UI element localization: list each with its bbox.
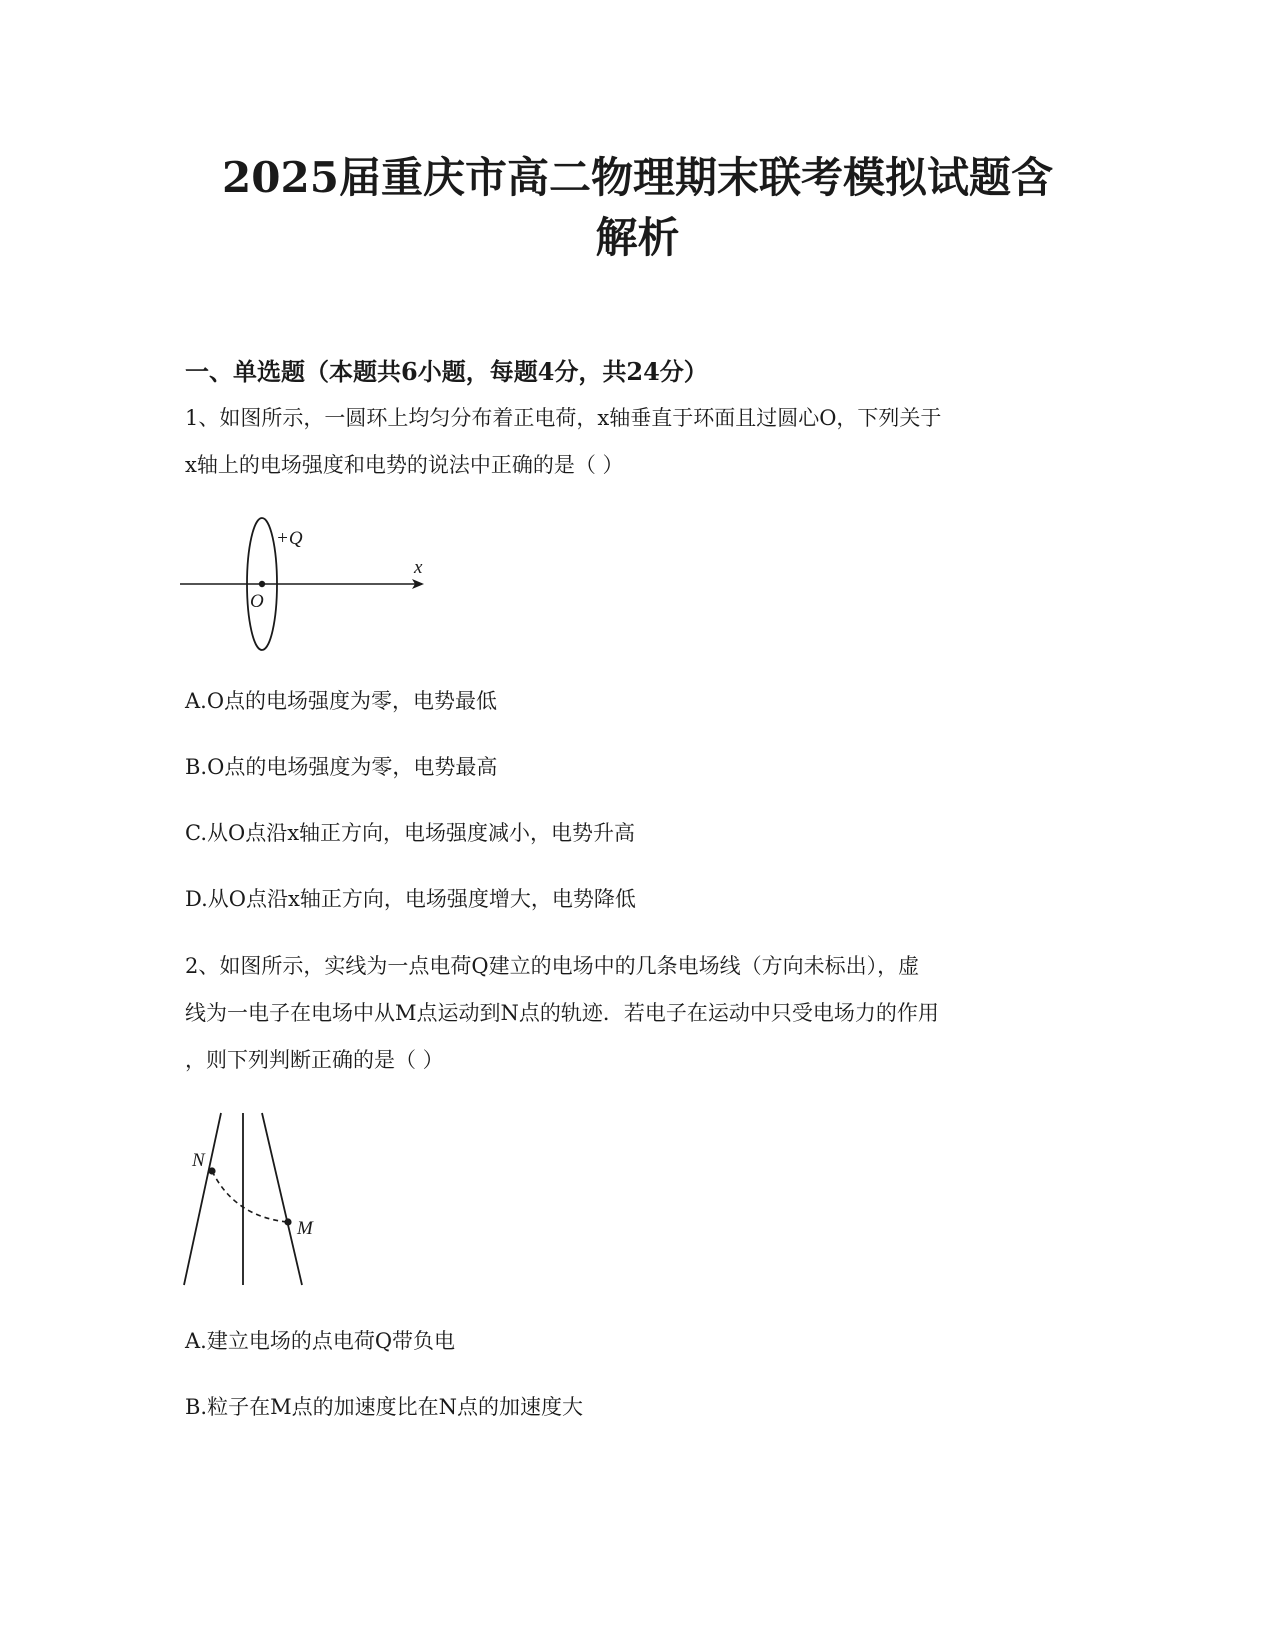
- question-1-figure-ring: [170, 510, 440, 660]
- field-line-left: [184, 1113, 221, 1285]
- question-2-stem-line-2: 线为一电子在电场中从M点运动到N点的轨迹．若电子在运动中只受电场力的作用: [185, 1001, 939, 1025]
- question-1-option-c: C.从O点沿x轴正方向，电场强度减小，电势升高: [185, 821, 636, 845]
- question-1-option-b: B.O点的电场强度为零，电势最高: [185, 755, 498, 779]
- question-2-figure-field-lines: [175, 1105, 335, 1295]
- title-line-2: 解析: [595, 213, 680, 262]
- point-n: [208, 1167, 215, 1174]
- point-m: [284, 1218, 291, 1225]
- question-2-stem: [185, 943, 1090, 1084]
- question-2-stem-line-1: 2、如图所示，实线为一点电荷Q建立的电场中的几条电场线（方向未标出），虚: [185, 954, 920, 978]
- title-line-1: 2025届重庆市高二物理期末联考模拟试题含: [222, 153, 1053, 202]
- point-n-label: N: [192, 1150, 205, 1171]
- question-1-option-d: D.从O点沿x轴正方向，电场强度增大，电势降低: [185, 887, 636, 911]
- question-1-stem-line-2: x轴上的电场强度和电势的说法中正确的是（ ）: [185, 453, 624, 477]
- question-1-option-a: A.O点的电场强度为零，电势最低: [185, 689, 498, 713]
- charge-label: +Q: [276, 528, 303, 549]
- field-line-right: [262, 1113, 302, 1285]
- question-2-option-b: B.粒子在M点的加速度比在N点的加速度大: [185, 1395, 583, 1419]
- section-heading: 一、单选题（本题共6小题，每题4分，共24分）: [185, 357, 708, 386]
- center-label: O: [250, 591, 264, 612]
- question-1-stem-line-1: 1、如图所示，一圆环上均匀分布着正电荷，x轴垂直于环面且过圆心O，下列关于: [185, 406, 942, 430]
- point-m-label: M: [297, 1218, 313, 1239]
- question-2-stem-line-3: ，则下列判断正确的是（ ）: [185, 1048, 444, 1072]
- question-1-stem: [185, 395, 1090, 489]
- question-2-option-a: A.建立电场的点电荷Q带负电: [185, 1329, 456, 1353]
- axis-label: x: [414, 557, 423, 578]
- center-point: [259, 581, 265, 587]
- page-title: [0, 148, 1275, 268]
